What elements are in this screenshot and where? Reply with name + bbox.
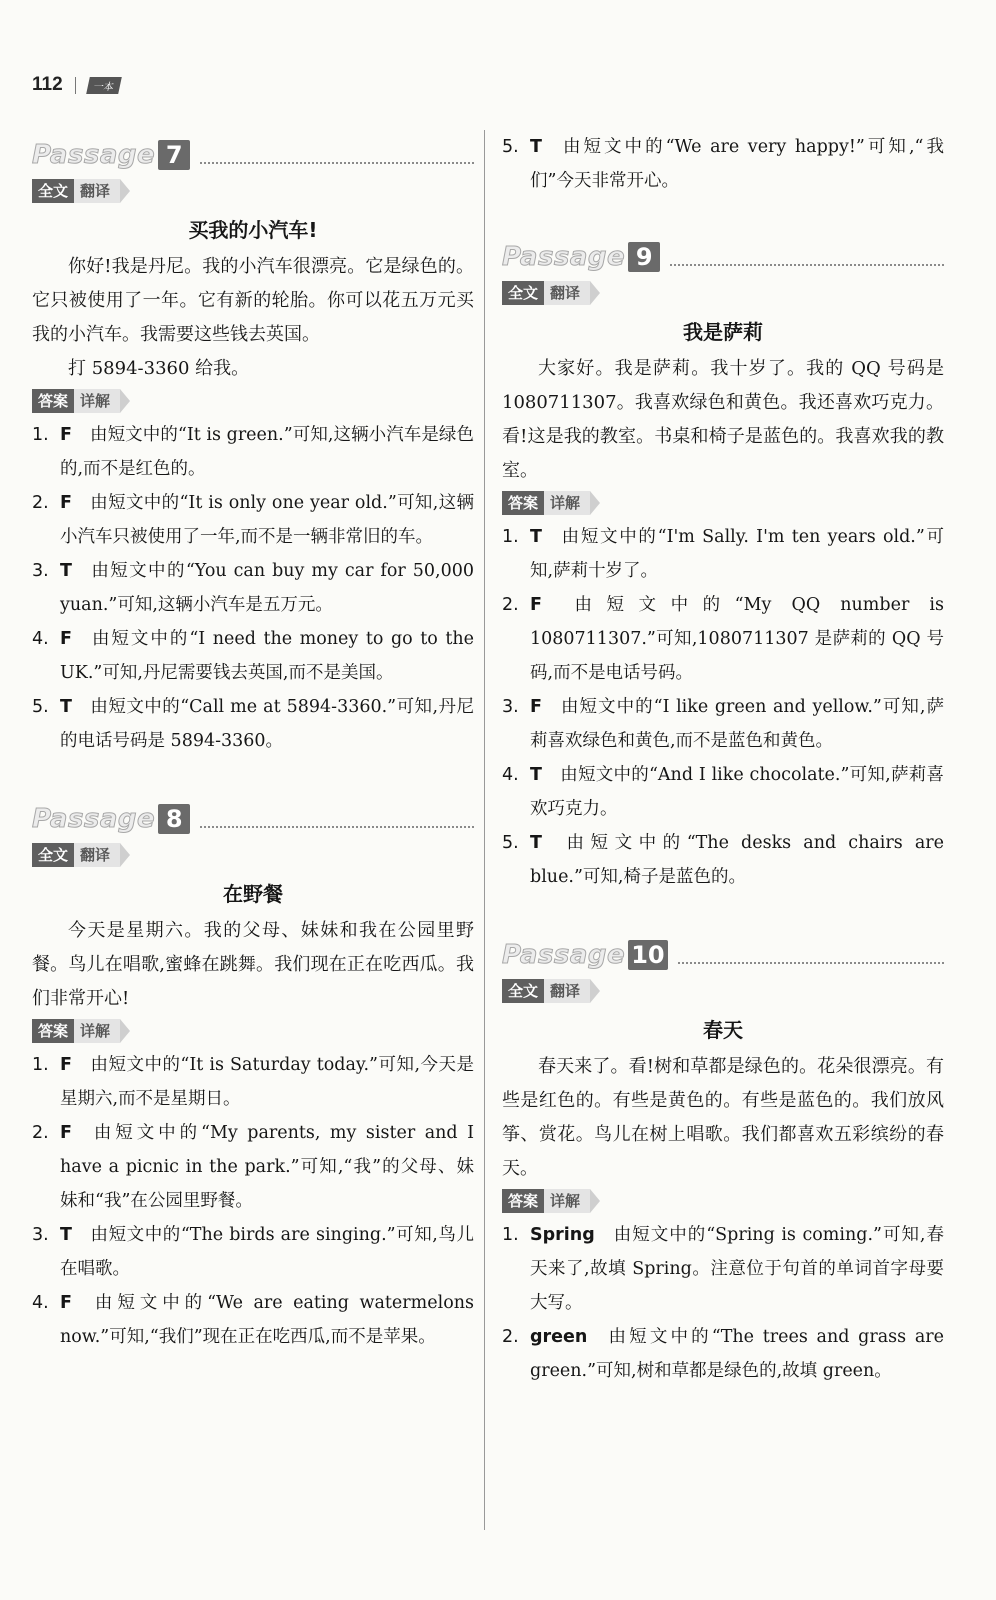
answer-item: 2. F 由短文中的“It is only one year old.”可知,这辆小汽车只被使用了一年,而不是一辆非常旧的车。 — [32, 493, 474, 547]
arrow-icon — [120, 389, 130, 413]
passage-heading — [32, 794, 474, 834]
dotted-rule — [678, 962, 944, 964]
passage-number: 9 — [628, 242, 660, 272]
page-number: 112 — [32, 74, 63, 95]
passage-title: 在野餐 — [223, 882, 283, 906]
arrow-icon — [120, 179, 130, 203]
paragraph: 打 5894-3360 给我。 — [68, 358, 250, 379]
paragraph: 你好!我是丹尼。我的小汽车很漂亮。它是绿色的。它只被使用了一年。它有新的轮胎。你可以花五万元买我的小汽车。我需要这些钱去英国。 — [32, 256, 474, 345]
passage-number: 7 — [158, 140, 190, 170]
answer-list — [32, 418, 474, 758]
passage-title: 我是萨莉 — [683, 320, 763, 344]
dotted-rule — [200, 162, 474, 164]
column-divider — [484, 130, 485, 1530]
arrow-icon — [120, 1019, 130, 1043]
passage-word: Passage — [32, 140, 156, 170]
answer-item: 5. T 由短文中的“Call me at 5894-3360.”可知,丹尼的电话号码是 5894-3360。 — [32, 697, 474, 751]
passage-8 — [32, 794, 474, 1354]
translation-label: 全文 翻译 — [32, 842, 130, 868]
answer-item: 4. F 由短文中的“We are eating watermelons now.”可知,“我们”现在正在吃西瓜,而不是苹果。 — [32, 1293, 474, 1347]
arrow-icon — [590, 1189, 600, 1213]
answer-item: 3. T 由短文中的“The birds are singing.”可知,鸟儿在唱歌。 — [32, 1225, 474, 1279]
answer-item: 2. F 由短文中的“My QQ number is 1080711307.”可知,1080711307 是萨莉的 QQ 号码,而不是电话号码。 — [502, 595, 944, 683]
arrow-icon — [590, 979, 600, 1003]
page-header — [32, 70, 120, 100]
answer-item: 1. Spring 由短文中的“Spring is coming.”可知,春天来了,故填 Spring。注意位于句首的单词首字母要大写。 — [502, 1225, 944, 1313]
answer-label: 答案 详解 — [502, 1188, 600, 1214]
passage-10 — [502, 930, 944, 1388]
left-column — [32, 130, 474, 1354]
dotted-rule — [200, 826, 474, 828]
passage-title: 买我的小汽车! — [188, 218, 318, 242]
paragraph: 春天来了。看!树和草都是绿色的。花朵很漂亮。有些是红色的。有些是黄色的。有些是蓝色的。我们放风筝、赏花。鸟儿在树上唱歌。我们都喜欢五彩缤纷的春天。 — [502, 1056, 944, 1179]
passage-heading — [502, 232, 944, 272]
answer-list — [502, 520, 944, 894]
answer-item: 2. F 由短文中的“My parents, my sister and I have a picnic in the park.”可知,“我”的父母、妹妹和“我”在公园里野餐。 — [32, 1123, 474, 1211]
answer-item: 1. F 由短文中的“It is green.”可知,这辆小汽车是绿色的,而不是红色的。 — [32, 425, 474, 479]
translation-label: 全文 翻译 — [32, 178, 130, 204]
arrow-icon — [120, 843, 130, 867]
answer-label: 答案 详解 — [502, 490, 600, 516]
brand-logo: 一本 — [86, 77, 122, 94]
answer-item: 1. F 由短文中的“It is Saturday today.”可知,今天是星期六,而不是星期日。 — [32, 1055, 474, 1109]
answer-item: 4. T 由短文中的“And I like chocolate.”可知,萨莉喜欢巧克力。 — [502, 765, 944, 819]
answer-list — [32, 1048, 474, 1354]
paragraph: 大家好。我是萨莉。我十岁了。我的 QQ 号码是 1080711307。我喜欢绿色和黄色。我还喜欢巧克力。看!这是我的教室。书桌和椅子是蓝色的。我喜欢我的教室。 — [502, 358, 944, 481]
passage-title: 春天 — [703, 1018, 743, 1042]
passage-word: Passage — [502, 940, 626, 970]
answer-item: 3. F 由短文中的“I like green and yellow.”可知,萨莉喜欢绿色和黄色,而不是蓝色和黄色。 — [502, 697, 944, 751]
passage-number: 10 — [628, 940, 667, 970]
passage-heading — [32, 130, 474, 170]
passage-word: Passage — [502, 242, 626, 272]
paragraph: 今天是星期六。我的父母、妹妹和我在公园里野餐。鸟儿在唱歌,蜜蜂在跳舞。我们现在正在吃西瓜。我们非常开心! — [32, 920, 474, 1009]
arrow-icon — [590, 491, 600, 515]
passage-number: 8 — [158, 804, 190, 834]
answer-item: 4. F 由短文中的“I need the money to go to the UK.”可知,丹尼需要钱去英国,而不是美国。 — [32, 629, 474, 683]
answer-list — [502, 1218, 944, 1388]
answer-item: 5. T 由短文中的“We are very happy!”可知,“我们”今天非常开心。 — [502, 137, 944, 191]
answer-item: 1. T 由短文中的“I'm Sally. I'm ten years old.”可知,萨莉十岁了。 — [502, 527, 944, 581]
passage-word: Passage — [32, 804, 156, 834]
passage-7 — [32, 130, 474, 758]
answer-item: 2. green 由短文中的“The trees and grass are green.”可知,树和草都是绿色的,故填 green。 — [502, 1327, 944, 1381]
header-divider — [75, 77, 76, 94]
translation-label: 全文 翻译 — [502, 280, 600, 306]
passage-9 — [502, 232, 944, 894]
answer-item: 3. T 由短文中的“You can buy my car for 50,000 yuan.”可知,这辆小汽车是五万元。 — [32, 561, 474, 615]
right-column — [502, 130, 944, 1388]
translation-label: 全文 翻译 — [502, 978, 600, 1004]
dotted-rule — [670, 264, 944, 266]
answer-label: 答案 详解 — [32, 1018, 130, 1044]
answer-item: 5. T 由短文中的“The desks and chairs are blue.”可知,椅子是蓝色的。 — [502, 833, 944, 887]
arrow-icon — [590, 281, 600, 305]
answer-list-continued — [502, 130, 944, 198]
answer-label: 答案 详解 — [32, 388, 130, 414]
passage-heading — [502, 930, 944, 970]
